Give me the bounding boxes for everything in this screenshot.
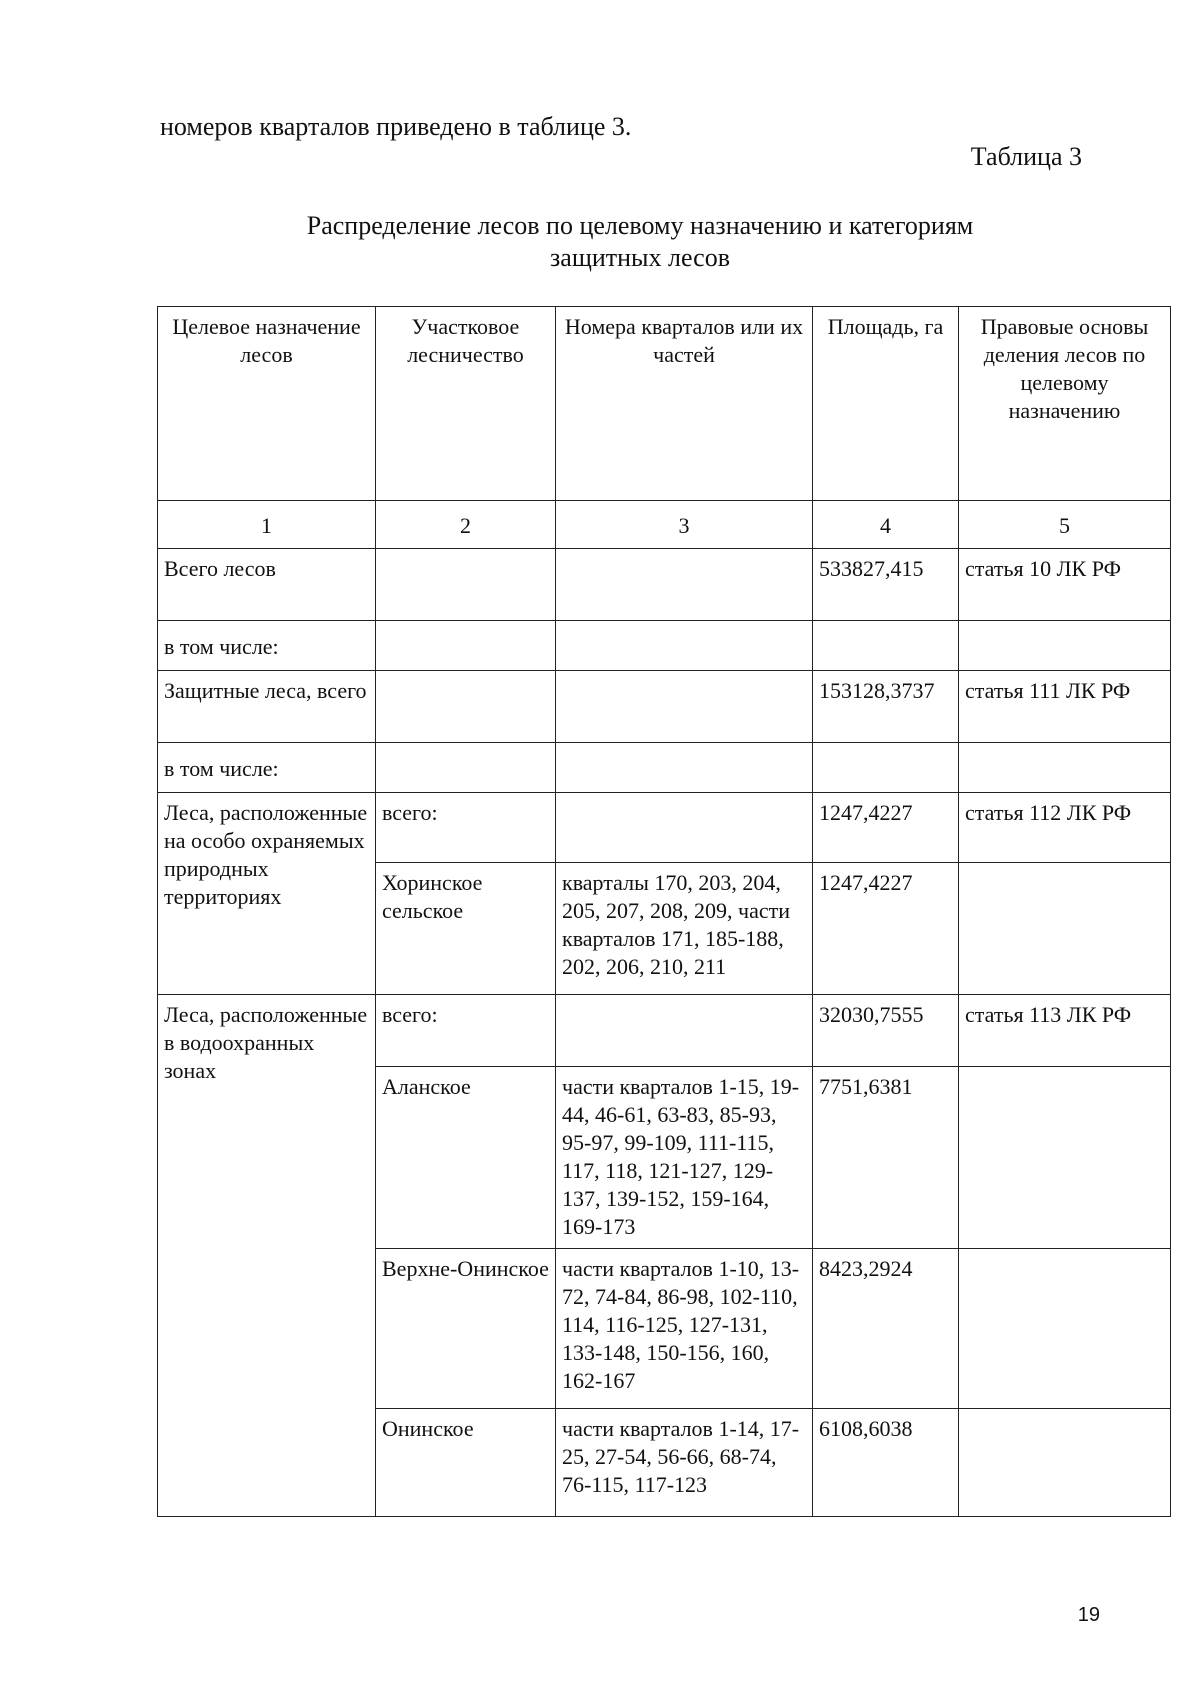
quarters-cell — [556, 793, 813, 863]
purpose-cell: в том числе: — [158, 743, 376, 793]
table-row — [158, 793, 1171, 863]
table-row — [158, 621, 1171, 671]
header-area: Площадь, га — [813, 307, 959, 501]
legal-basis-cell — [959, 1249, 1171, 1409]
forestry-cell — [376, 621, 556, 671]
legal-basis-cell: статья 112 ЛК РФ — [959, 793, 1171, 863]
table-caption — [200, 210, 1080, 274]
forest-distribution-table — [157, 306, 1171, 1517]
table-row — [158, 549, 1171, 621]
table-row — [158, 743, 1171, 793]
area-cell: 7751,6381 — [813, 1067, 959, 1249]
legal-basis-cell — [959, 743, 1171, 793]
legal-basis-cell: статья 111 ЛК РФ — [959, 671, 1171, 743]
header-purpose: Целевое назначение лесов — [158, 307, 376, 501]
quarters-cell: части кварталов 1-14, 17-25, 27-54, 56-66, 68-74, 76-115, 117-123 — [556, 1409, 813, 1517]
legal-basis-cell — [959, 863, 1171, 995]
column-number-row — [158, 501, 1171, 549]
area-cell — [813, 621, 959, 671]
forestry-cell — [376, 743, 556, 793]
caption-line-2: защитных лесов — [550, 243, 730, 272]
legal-basis-cell — [959, 1409, 1171, 1517]
col-number-2: 2 — [376, 501, 556, 549]
header-forestry: Участковое лесничество — [376, 307, 556, 501]
area-cell: 153128,3737 — [813, 671, 959, 743]
forestry-cell — [376, 549, 556, 621]
purpose-cell: Леса, расположенные в водоохранных зонах — [158, 995, 376, 1517]
table-row — [158, 995, 1171, 1067]
area-cell: 1247,4227 — [813, 863, 959, 995]
forestry-cell: всего: — [376, 995, 556, 1067]
quarters-cell — [556, 743, 813, 793]
area-cell — [813, 743, 959, 793]
quarters-cell: кварталы 170, 203, 204, 205, 207, 208, 209, части кварталов 171, 185-188, 202, 206, 210, 211 — [556, 863, 813, 995]
purpose-cell: в том числе: — [158, 621, 376, 671]
area-cell: 8423,2924 — [813, 1249, 959, 1409]
header-legal-basis: Правовые основы деления лесов по целевому назначению — [959, 307, 1171, 501]
legal-basis-cell: статья 10 ЛК РФ — [959, 549, 1171, 621]
intro-text: номеров кварталов приведено в таблице 3. — [160, 112, 632, 141]
caption-line-1: Распределение лесов по целевому назначению и категориям — [306, 211, 974, 240]
legal-basis-cell: статья 113 ЛК РФ — [959, 995, 1171, 1067]
area-cell: 533827,415 — [813, 549, 959, 621]
area-cell: 6108,6038 — [813, 1409, 959, 1517]
header-row — [158, 307, 1171, 501]
col-number-4: 4 — [813, 501, 959, 549]
area-cell: 1247,4227 — [813, 793, 959, 863]
quarters-cell — [556, 671, 813, 743]
quarters-cell — [556, 549, 813, 621]
legal-basis-cell — [959, 621, 1171, 671]
purpose-cell: Всего лесов — [158, 549, 376, 621]
quarters-cell — [556, 621, 813, 671]
quarters-cell: части кварталов 1-10, 13-72, 74-84, 86-98, 102-110, 114, 116-125, 127-131, 133-148, 150-156, 160, 162-167 — [556, 1249, 813, 1409]
legal-basis-cell — [959, 1067, 1171, 1249]
forestry-cell — [376, 671, 556, 743]
col-number-3: 3 — [556, 501, 813, 549]
purpose-cell: Защитные леса, всего — [158, 671, 376, 743]
page-number: 19 — [1077, 1604, 1100, 1626]
col-number-5: 5 — [959, 501, 1171, 549]
purpose-cell: Леса, расположенные на особо охраняемых природных территориях — [158, 793, 376, 995]
forestry-cell: Аланское — [376, 1067, 556, 1249]
forestry-cell: Хоринское сельское — [376, 863, 556, 995]
forestry-cell: всего: — [376, 793, 556, 863]
table-row — [158, 671, 1171, 743]
header-quarters: Номера кварталов или их частей — [556, 307, 813, 501]
forestry-cell: Верхне-Онинское — [376, 1249, 556, 1409]
col-number-1: 1 — [158, 501, 376, 549]
table-label: Таблица 3 — [970, 142, 1082, 171]
area-cell: 32030,7555 — [813, 995, 959, 1067]
quarters-cell — [556, 995, 813, 1067]
quarters-cell: части кварталов 1-15, 19-44, 46-61, 63-83, 85-93, 95-97, 99-109, 111-115, 117, 118, 121-127, 129-137, 139-152, 159-164, 169-173 — [556, 1067, 813, 1249]
forestry-cell: Онинское — [376, 1409, 556, 1517]
